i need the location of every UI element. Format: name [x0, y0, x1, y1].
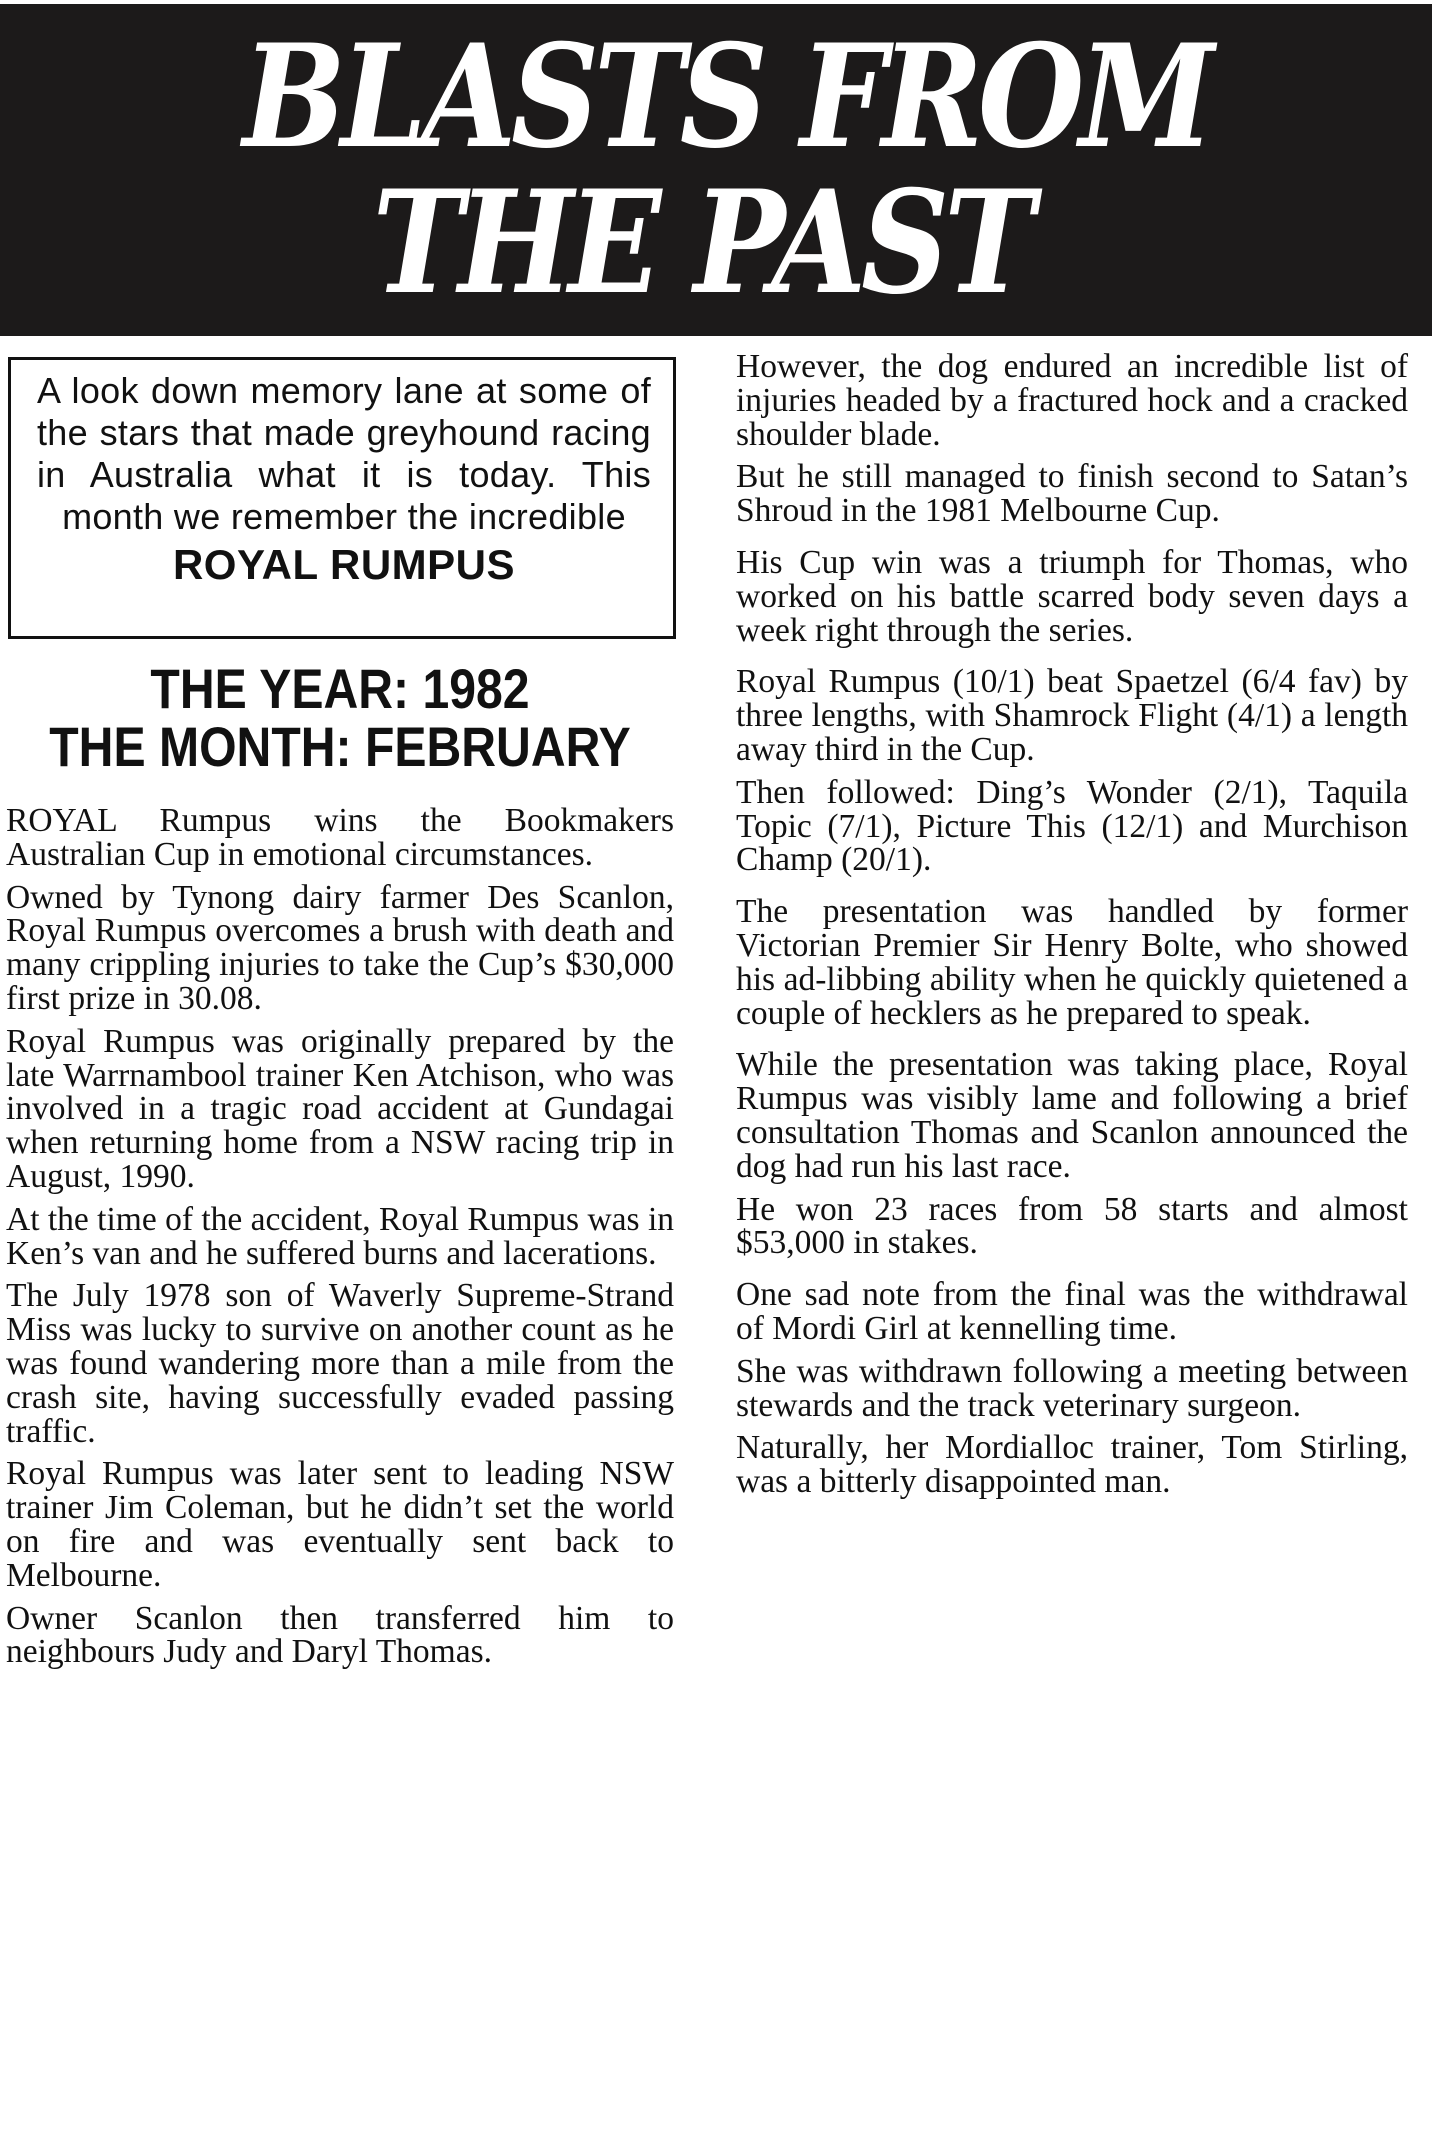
intro-box	[8, 357, 676, 639]
paragraph: He won 23 races from 58 starts and almost $53,000 in stakes.	[736, 1190, 1408, 1262]
headline-year: THE YEAR: 1982	[150, 657, 530, 720]
paragraph: Then followed: Ding’s Wonder (2/1), Taquila Topic (7/1), Picture This (12/1) and Murchison Champ (20/1).	[736, 773, 1408, 879]
intro-text: A look down memory lane at some of the stars that made greyhound racing in Australia what it is today. This month we remember the incredible	[37, 370, 651, 537]
paragraph: Royal Rumpus was later sent to leading NSW trainer Jim Coleman, but he didn’t set the world on fire and was eventually sent back to Melbourne.	[6, 1455, 674, 1594]
paragraph: One sad note from the final was the withdrawal of Mordi Girl at kennelling time.	[736, 1276, 1408, 1347]
article-headline	[48, 657, 633, 778]
paragraph: His Cup win was a triumph for Thomas, who worked on his battle scarred body seven days a week right through the series.	[736, 543, 1408, 649]
paragraph: She was withdrawn following a meeting between stewards and the track veterinary surgeon.	[736, 1352, 1408, 1424]
paragraph: The July 1978 son of Waverly Supreme-Strand Miss was lucky to survive on another count as he was found wandering more than a mile from the crash site, having successfully evaded passing traffic.	[6, 1277, 674, 1450]
paragraph: Naturally, her Mordialloc trainer, Tom Stirling, was a bitterly disappointed man.	[736, 1429, 1408, 1501]
paragraph: However, the dog endured an incredible list of injuries headed by a fractured hock and a cracked shoulder blade.	[736, 348, 1408, 453]
paragraph: The presentation was handled by former Victorian Premier Sir Henry Bolte, who showed his ad-libbing ability when he quickly quietened a couple of hecklers as he prepared to speak.	[736, 893, 1408, 1032]
paragraph: ROYAL Rumpus wins the Bookmakers Australian Cup in emotional circumstances.	[6, 802, 674, 873]
title-banner	[0, 4, 1432, 336]
intro-featured-name: ROYAL RUMPUS	[172, 541, 516, 588]
paragraph: But he still managed to finish second to Satan’s Shroud in the 1981 Melbourne Cup.	[736, 458, 1408, 530]
paragraph: Royal Rumpus (10/1) beat Spaetzel (6/4 fav) by three lengths, with Shamrock Flight (4/1) a length away third in the Cup.	[736, 663, 1408, 768]
banner-title-line-1: BLASTS FROM	[242, 14, 1210, 180]
article-column-right	[736, 350, 1408, 1508]
paragraph: While the presentation was taking place, Royal Rumpus was visibly lame and following a brief consultation Thomas and Scanlon announced the dog had run his last race.	[736, 1046, 1408, 1185]
paragraph: Owner Scanlon then transferred him to neighbours Judy and Daryl Thomas.	[6, 1599, 674, 1671]
paragraph: Royal Rumpus was originally prepared by the late Warrnambool trainer Ken Atchison, who was involved in a tragic road accident at Gundagai when returning home from a NSW racing trip in August, 1990.	[6, 1022, 674, 1195]
banner-title-line-2: THE PAST	[372, 160, 1030, 326]
paragraph: Owned by Tynong dairy farmer Des Scanlon, Royal Rumpus overcomes a brush with death and many crippling injuries to take the Cup’s $30,000 first prize in 30.08.	[6, 878, 674, 1017]
article-column-left	[6, 804, 674, 1678]
paragraph: At the time of the accident, Royal Rumpus was in Ken’s van and he suffered burns and lacerations.	[6, 1200, 675, 1272]
headline-month: THE MONTH: FEBRUARY	[49, 715, 631, 778]
